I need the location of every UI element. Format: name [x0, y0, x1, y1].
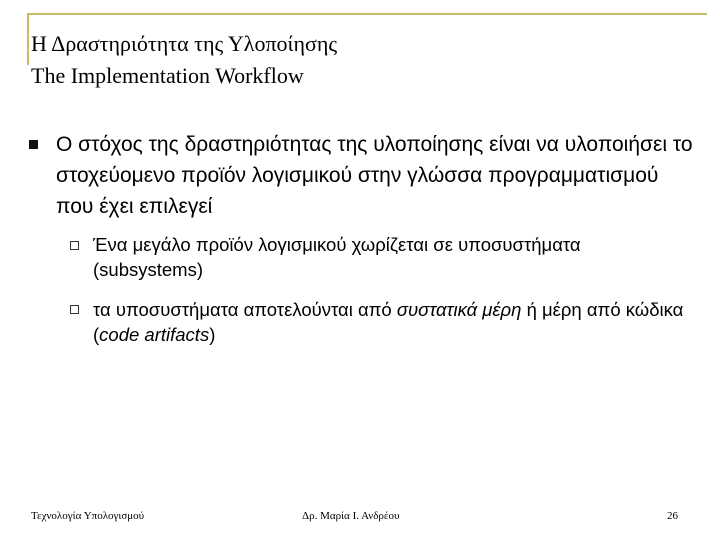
title-frame-left-line	[27, 13, 29, 65]
sub-bullet-1-text: Ένα μεγάλο προϊόν λογισμικού χωρίζεται σε υποσυστήματα (subsystems)	[93, 234, 581, 280]
title-greek: Η Δραστηριότητα της Υλοποίησης	[31, 31, 338, 56]
sub2-part-e: )	[209, 324, 216, 345]
footer-course: Τεχνολογία Υπολογισμού	[31, 510, 145, 522]
sub-bullet-box-icon	[70, 305, 79, 314]
sub2-part-d-italic: code artifacts	[99, 324, 210, 345]
sub-bullet-box-icon	[70, 241, 79, 250]
bullet-main-text: Ο στόχος της δραστηριότητας της υλοποίησης είναι να υλοποιήσει το στοχεύομενο προϊόν λογισμικού στην γλώσσα προγραμματισμού που έχει επιλεγεί	[56, 133, 693, 218]
footer-page-number: 26	[667, 510, 678, 522]
sub-bullet-2-text	[93, 297, 693, 347]
title-frame-top-line	[27, 13, 707, 15]
sub2-part-a: τα υποσυστήματα αποτελούνται από	[93, 299, 397, 320]
sub2-part-b-italic: συστατικά μέρη	[396, 299, 522, 320]
title-english: The Implementation Workflow	[31, 63, 304, 88]
footer-author: Δρ. Μαρία Ι. Ανδρέου	[302, 510, 400, 522]
slide-title	[31, 28, 337, 92]
sub2-part-c: ή μέρη από κώδικα (	[93, 299, 684, 345]
bullet-square-icon	[29, 140, 38, 149]
